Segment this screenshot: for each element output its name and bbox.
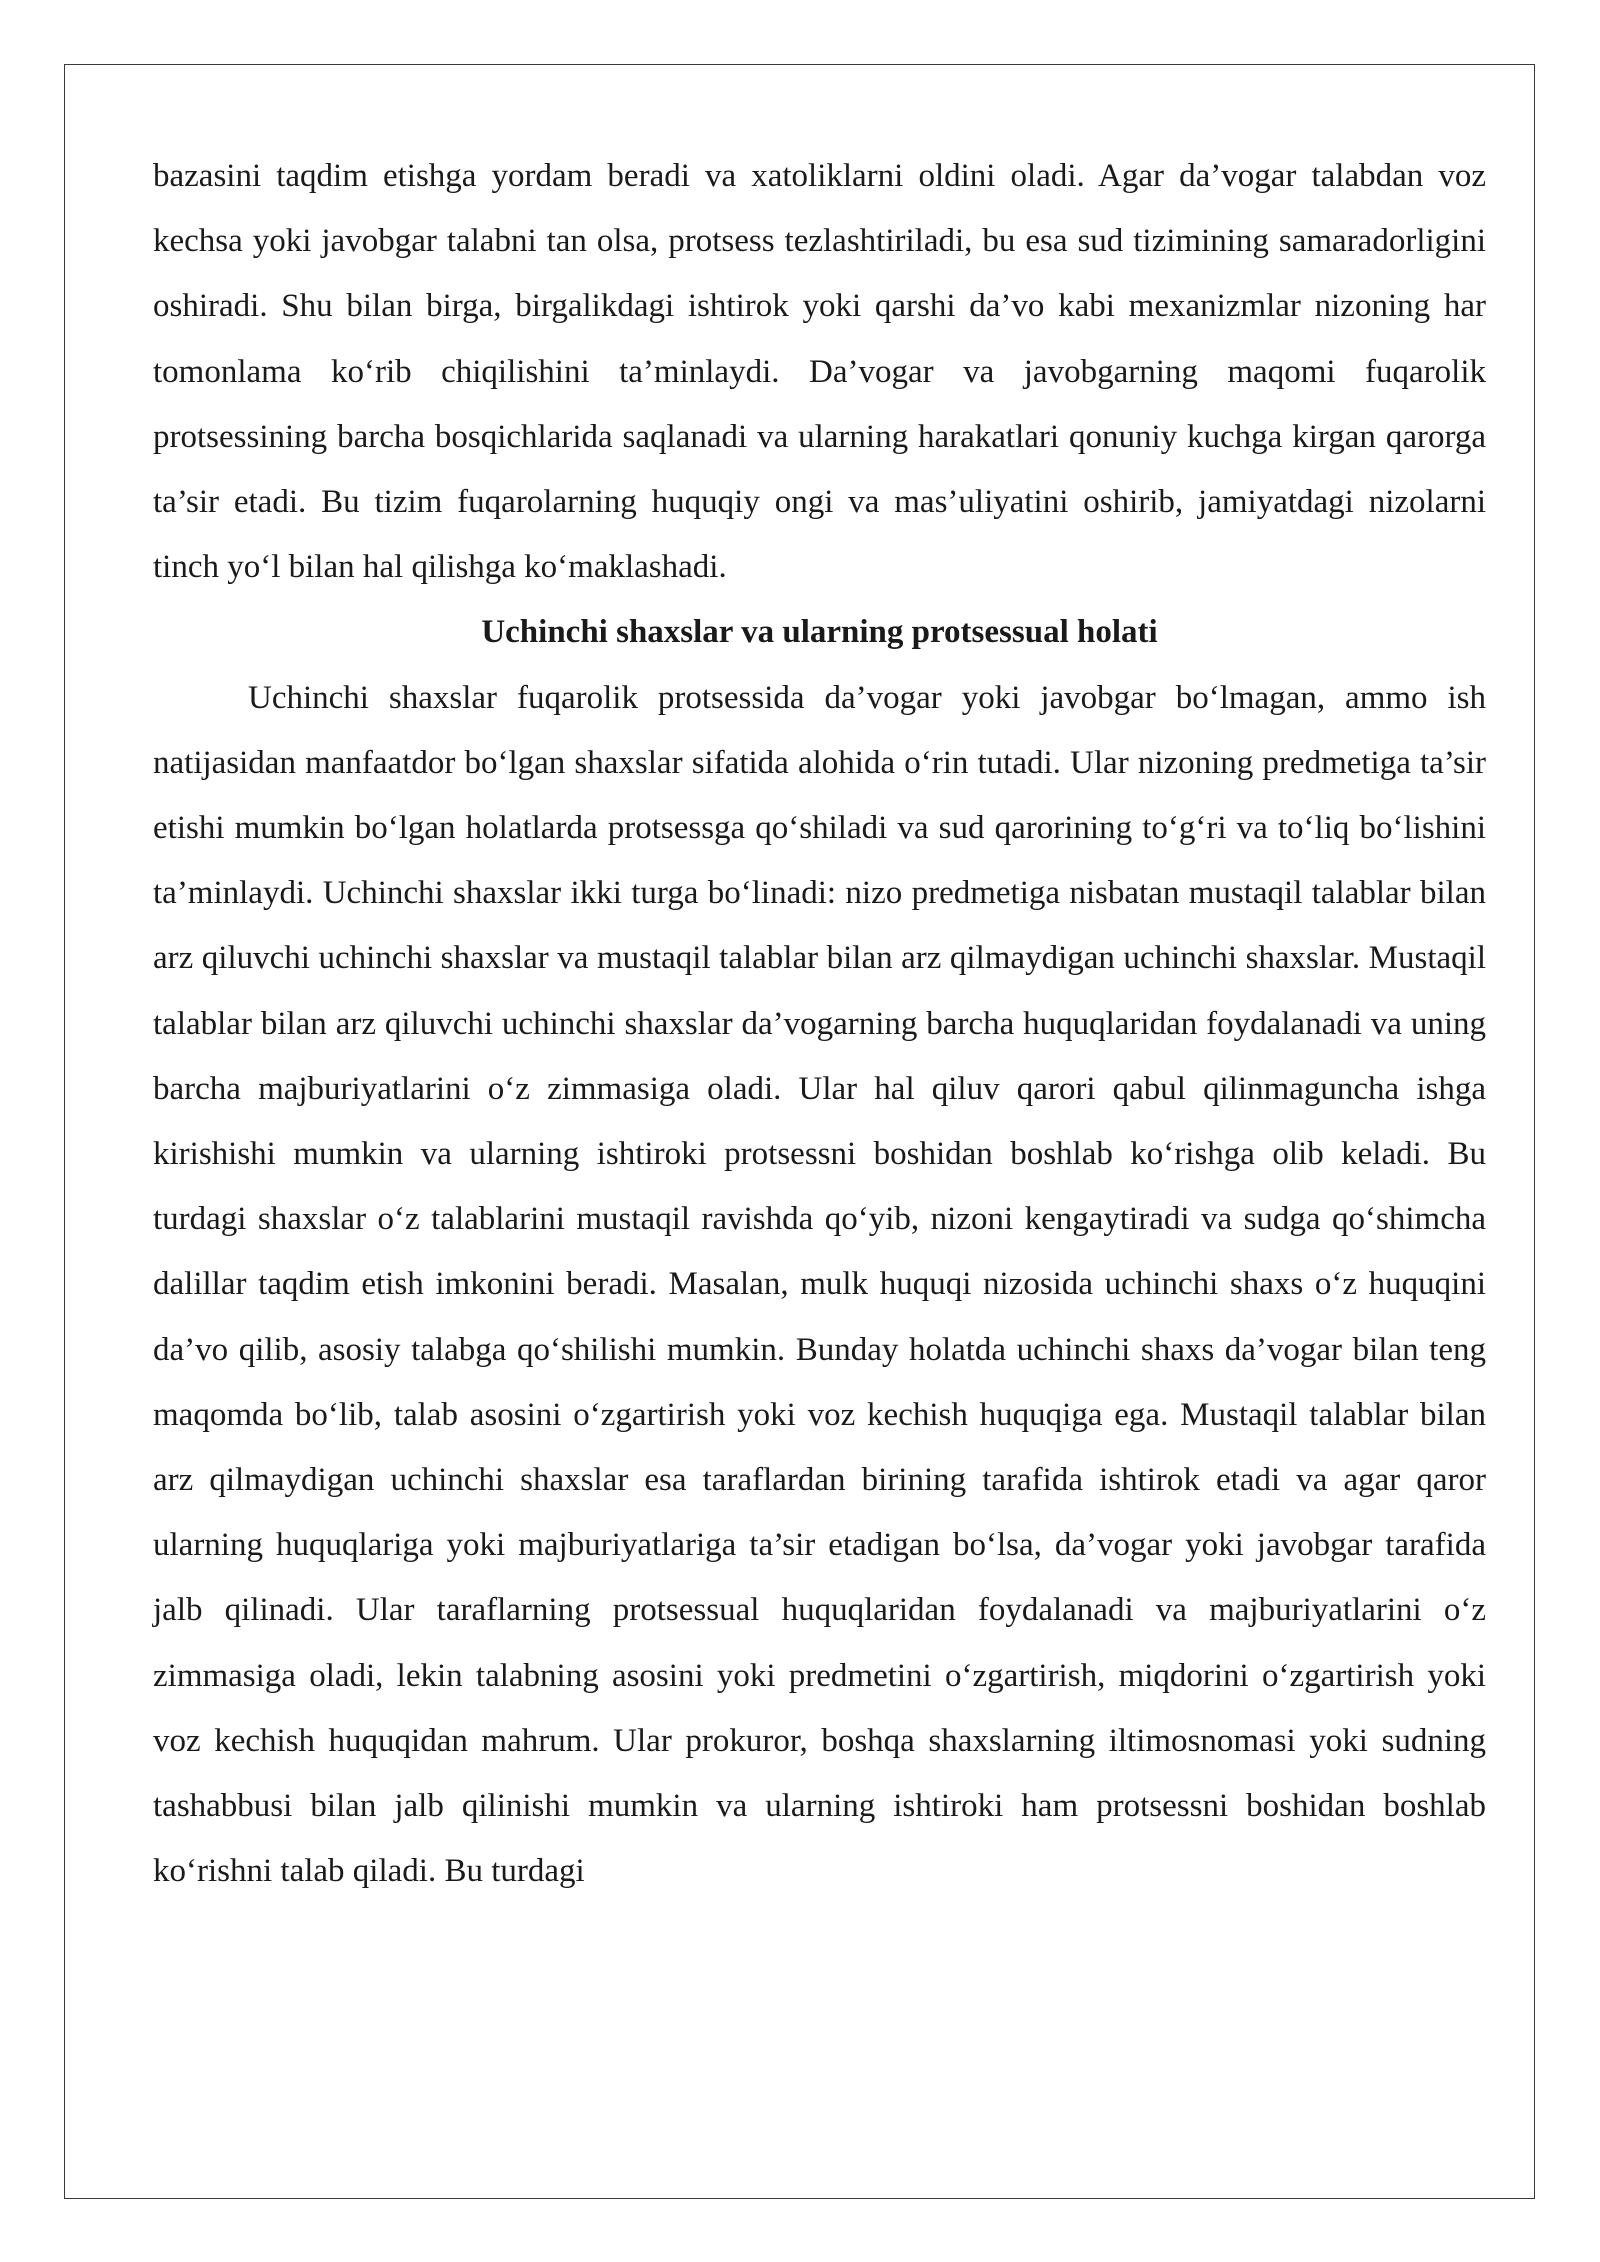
document-body (153, 144, 1486, 1904)
paragraph-continued: bazasini taqdim etishga yordam beradi va xatoliklarni oldini oladi. Agar da’vogar talabdan voz kechsa yoki javobgar talabni tan olsa, protsess tezlashtiriladi, bu esa sud tizimining samaradorligini oshiradi. Shu bilan birga, birgalikdagi ishtirok yoki qarshi da’vo kabi mexanizmlar nizoning har tomonlama ko‘rib chiqilishini ta’minlaydi. Da’vogar va javobgarning maqomi fuqarolik protsessining barcha bosqichlarida saqlanadi va ularning harakatlari qonuniy kuchga kirgan qarorga ta’sir etadi. Bu tizim fuqarolarning huquqiy ongi va mas’uliyatini oshirib, jamiyatdagi nizolarni tinch yo‘l bilan hal qilishga ko‘maklashadi. (153, 158, 1486, 586)
paragraph-third-parties: Uchinchi shaxslar fuqarolik protsessida da’vogar yoki javobgar bo‘lmagan, ammo ish natijasidan manfaatdor bo‘lgan shaxslar sifatida alohida o‘rin tutadi. Ular nizoning predmetiga ta’sir etishi mumkin bo‘lgan holatlarda protsessga qo‘shiladi va sud qarorining to‘g‘ri va to‘liq bo‘lishini ta’minlaydi. Uchinchi shaxslar ikki turga bo‘linadi: nizo predmetiga nisbatan mustaqil talablar bilan arz qiluvchi uchinchi shaxslar va mustaqil talablar bilan arz qilmaydigan uchinchi shaxslar. Mustaqil talablar bilan arz qiluvchi uchinchi shaxslar da’vogarning barcha huquqlaridan foydalanadi va uning barcha majburiyatlarini o‘z zimmasiga oladi. Ular hal qiluv qarori qabul qilinmaguncha ishga kirishishi mumkin va ularning ishtiroki protsessni boshidan boshlab ko‘rishga olib keladi. Bu turdagi shaxslar o‘z talablarini mustaqil ravishda qo‘yib, nizoni kengaytiradi va sudga qo‘shimcha dalillar taqdim etish imkonini beradi. Masalan, mulk huquqi nizosida uchinchi shaxs o‘z huquqini da’vo qilib, asosiy talabga qo‘shilishi mumkin. Bunday holatda uchinchi shaxs da’vogar bilan teng maqomda bo‘lib, talab asosini o‘zgartirish yoki voz kechish huquqiga ega. Mustaqil talablar bilan arz qilmaydigan uchinchi shaxslar esa taraflardan birining tarafida ishtirok etadi va agar qaror ularning huquqlariga yoki majburiyatlariga ta’sir etadigan bo‘lsa, da’vogar yoki javobgar tarafida jalb qilinadi. Ular taraflarning protsessual huquqlaridan foydalanadi va majburiyatlarini o‘z zimmasiga oladi, lekin talabning asosini yoki predmetini o‘zgartirish, miqdorini o‘zgartirish yoki voz kechish huquqidan mahrum. Ular prokuror, boshqa shaxslarning iltimosnomasi yoki sudning tashabbusi bilan jalb qilinishi mumkin va ularning ishtiroki ham protsessni boshidan boshlab ko‘rishni talab qiladi. Bu turdagi (153, 679, 1486, 1890)
section-heading: Uchinchi shaxslar va ularning protsessual holati (481, 614, 1158, 651)
